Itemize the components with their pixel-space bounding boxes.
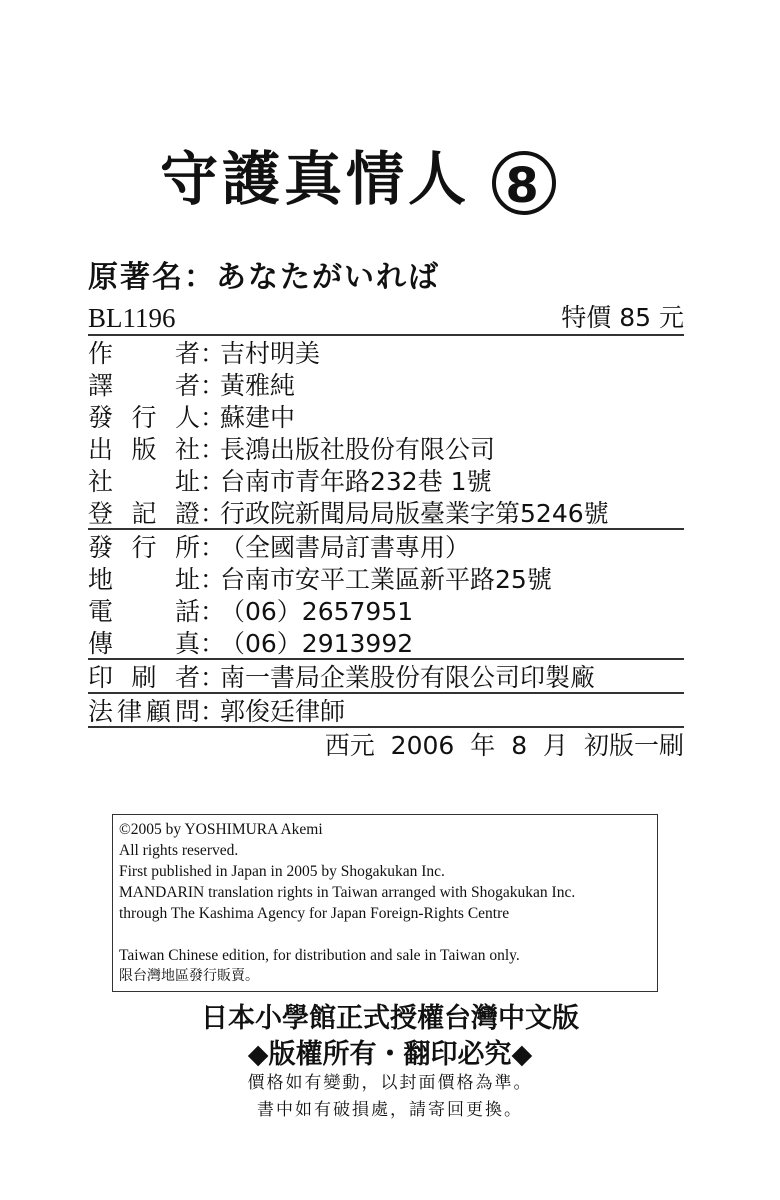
colon: ： [200, 499, 226, 528]
label: 傳真 [88, 629, 200, 658]
price-note: 價格如有變動，以封面價格為準。 [247, 1073, 533, 1093]
colon: ： [200, 339, 226, 368]
colon: ： [200, 597, 226, 626]
label: 發行所 [88, 533, 200, 562]
copyright-line: through The Kashima Agency for Japan Foreign-Rights Centre [119, 905, 510, 922]
value: 台南市青年路232巷 1號 [220, 467, 492, 496]
colophon-info [88, 302, 684, 764]
volume-number: 8 [492, 151, 556, 215]
value: 吉村明美 [220, 339, 321, 368]
original-title: 原著名：あなたがいれば [88, 260, 440, 295]
credits-row [88, 336, 684, 368]
distribution-row [88, 562, 684, 594]
value: （06）2913992 [220, 629, 414, 658]
damage-note: 書中如有破損處，請寄回更換。 [257, 1100, 523, 1120]
credits-row [88, 400, 684, 432]
credits-row [88, 496, 684, 528]
credits-row [88, 368, 684, 400]
chinese-note: 限台灣地區發行販賣。 [119, 968, 259, 984]
colon: ： [200, 629, 226, 658]
value: 南一書局企業股份有限公司印製廠 [220, 663, 596, 692]
colon: ： [200, 467, 226, 496]
license-statement: 日本小學館正式授權台灣中文版 [201, 1003, 579, 1034]
label: 印刷者 [88, 663, 200, 692]
label: 發行人 [88, 403, 200, 432]
value: 郭俊廷律師 [220, 697, 346, 726]
label: 地址 [88, 565, 200, 594]
code-price-row [88, 302, 684, 336]
copyright-line: MANDARIN translation rights in Taiwan arranged with Shogakukan Inc. [119, 884, 576, 901]
colon: ： [200, 435, 226, 464]
credits-row [88, 432, 684, 464]
legal-row [88, 694, 684, 726]
colon: ： [200, 533, 226, 562]
value: 黃雅純 [220, 371, 296, 400]
colon: ： [200, 697, 226, 726]
value: （06）2657951 [220, 597, 414, 626]
distribution-row [88, 626, 684, 658]
price: 特價 85 元 [561, 303, 684, 332]
copyright-line: ©2005 by YOSHIMURA Akemi [119, 821, 323, 838]
colon: ： [200, 371, 226, 400]
rights-statement: ◆版權所有・翻印必究◆ [247, 1039, 533, 1070]
label: 作者 [88, 339, 200, 368]
value: 蘇建中 [220, 403, 296, 432]
copyright-line: All rights reserved. [119, 842, 239, 859]
label: 出版社 [88, 435, 200, 464]
value: 行政院新聞局局版臺業字第5246號 [220, 499, 609, 528]
label: 社址 [88, 467, 200, 496]
copyright-line: Taiwan Chinese edition, for distribution and sale in Taiwan only. [119, 947, 520, 964]
label: 電話 [88, 597, 200, 626]
distribution-row [88, 594, 684, 626]
title-text: 守護真情人 [160, 145, 471, 213]
printer-row [88, 660, 684, 692]
book-code: BL1196 [88, 303, 176, 333]
label: 法律顧問 [88, 697, 200, 726]
label: 登記證 [88, 499, 200, 528]
colon: ： [200, 663, 226, 692]
credits-row [88, 464, 684, 496]
book-title [160, 132, 556, 216]
colon: ： [200, 403, 226, 432]
value: 長鴻出版社股份有限公司 [220, 435, 496, 464]
distribution-row [88, 530, 684, 562]
value: （全國書局訂書專用） [220, 533, 471, 562]
credits-section [88, 336, 684, 528]
copyright-line: First published in Japan in 2005 by Shogakukan Inc. [119, 863, 445, 880]
label: 譯者 [88, 371, 200, 400]
distribution-section [88, 530, 684, 658]
value: 台南市安平工業區新平路25號 [220, 565, 552, 594]
colon: ： [200, 565, 226, 594]
edition-date: 西元 2006 年 8 月 初版一刷 [324, 731, 684, 760]
copyright-box [112, 814, 658, 992]
